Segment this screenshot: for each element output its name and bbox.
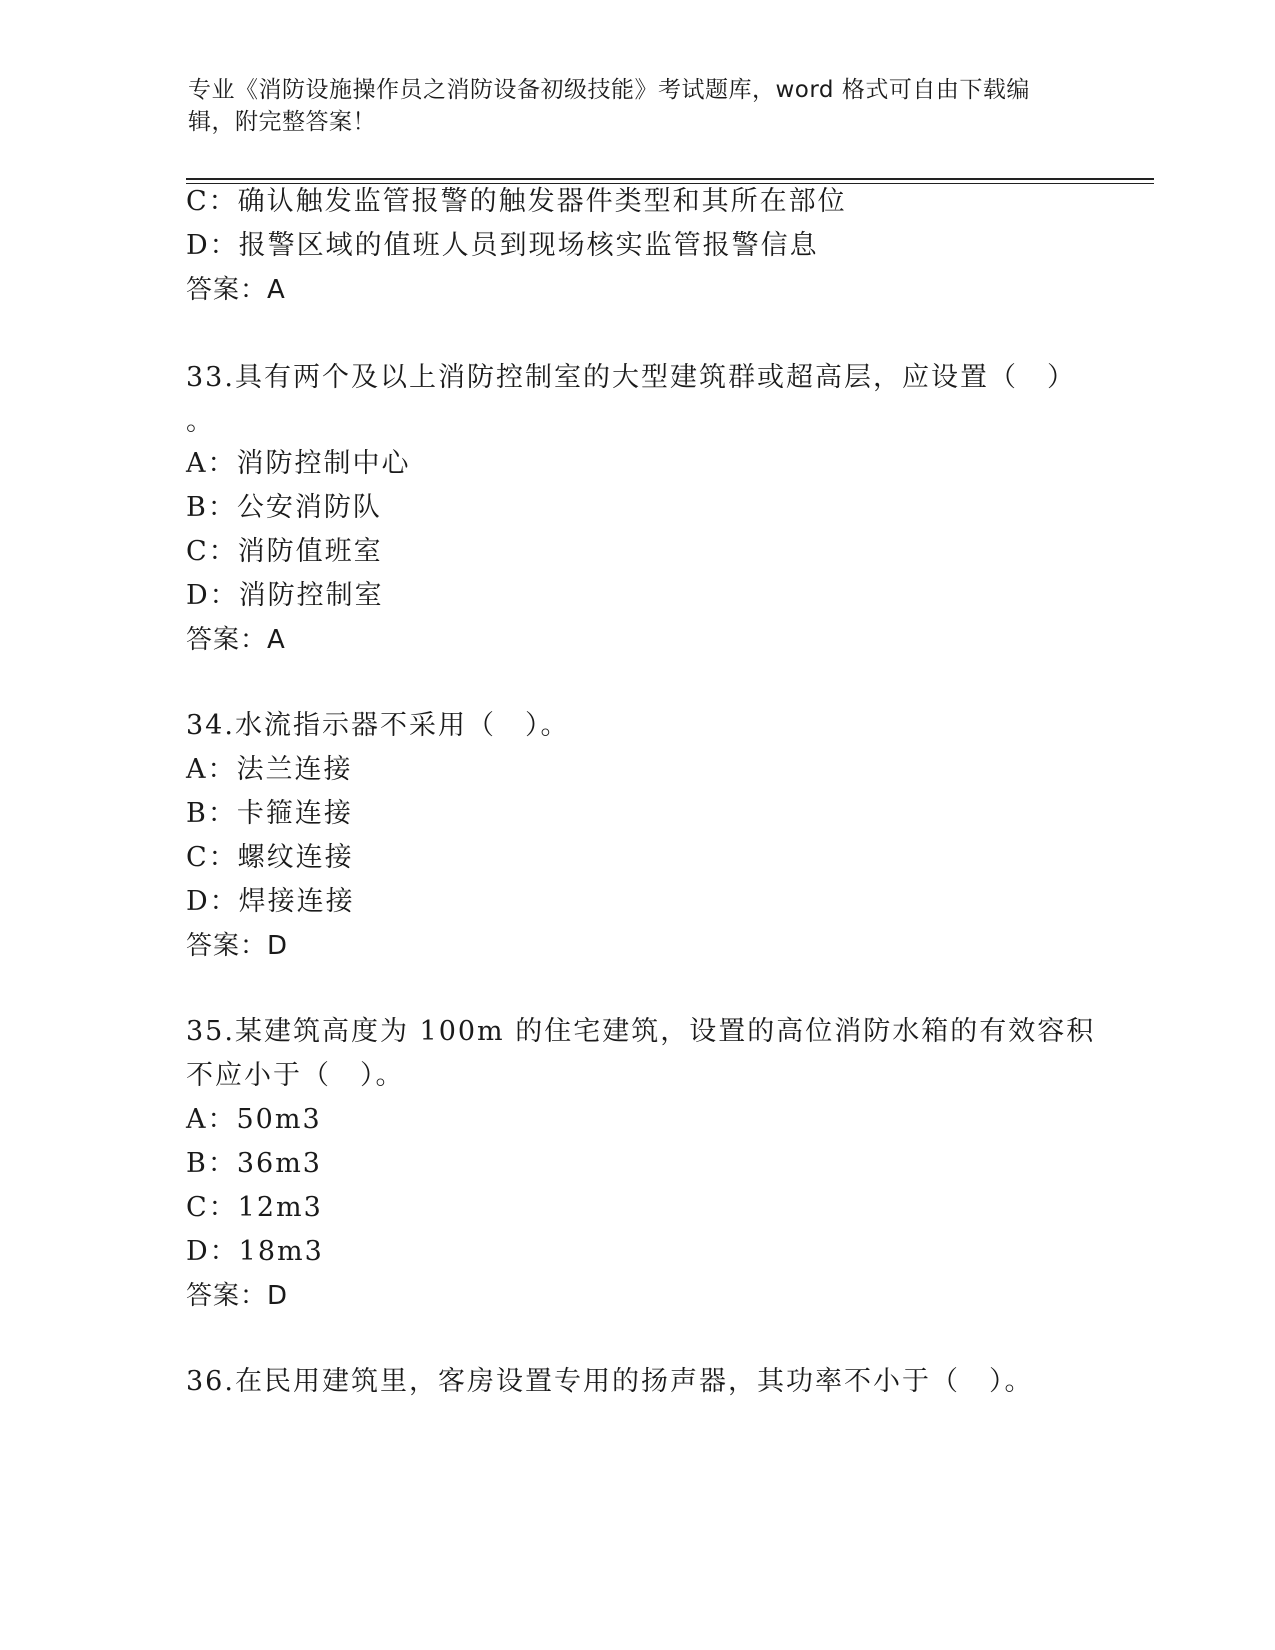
prev-option-c: C：确认触发监管报警的触发器件类型和其所在部位 [186, 186, 847, 217]
header-line-2: 辑，附完整答案！ [188, 109, 376, 135]
header-divider-thin [186, 183, 1154, 184]
q35-stem-line-1: 35.某建筑高度为 100m 的住宅建筑，设置的高位消防水箱的有效容积 [186, 1016, 1096, 1047]
q35-option-d: D：18m3 [186, 1236, 324, 1267]
q34-option-b: B：卡箍连接 [186, 798, 353, 829]
q33-option-d: D：消防控制室 [186, 580, 384, 611]
header-divider-thick [186, 178, 1154, 180]
q34-option-a: A：法兰连接 [186, 754, 353, 785]
q35-option-a: A：50m3 [186, 1104, 322, 1135]
q33-option-b: B：公安消防队 [186, 492, 382, 523]
q33-option-c: C：消防值班室 [186, 536, 383, 567]
prev-answer: 答案：A [186, 275, 286, 305]
prev-option-d: D：报警区域的值班人员到现场核实监管报警信息 [186, 230, 819, 261]
q34-answer: 答案：D [186, 931, 289, 961]
q34-option-d: D：焊接连接 [186, 886, 355, 917]
q33-stem-line-2: 。 [186, 406, 215, 437]
q35-stem-line-2: 不应小于（ ）。 [186, 1060, 405, 1091]
q36-stem-line-1: 36.在民用建筑里，客房设置专用的扬声器，其功率不小于（ ）。 [186, 1366, 1034, 1397]
q35-option-c: C：12m3 [186, 1192, 323, 1223]
q35-answer: 答案：D [186, 1281, 289, 1311]
q34-stem-line-1: 34.水流指示器不采用（ ）。 [186, 710, 570, 741]
q33-stem-line-1: 33.具有两个及以上消防控制室的大型建筑群或超高层，应设置（ ） [186, 362, 1076, 393]
q35-option-b: B：36m3 [186, 1148, 322, 1179]
q33-answer: 答案：A [186, 625, 286, 655]
q33-option-a: A：消防控制中心 [186, 448, 411, 479]
q34-option-c: C：螺纹连接 [186, 842, 354, 873]
document-header [188, 74, 1068, 138]
header-line-1: 专业《消防设施操作员之消防设备初级技能》考试题库，word 格式可自由下载编 [188, 77, 1030, 103]
